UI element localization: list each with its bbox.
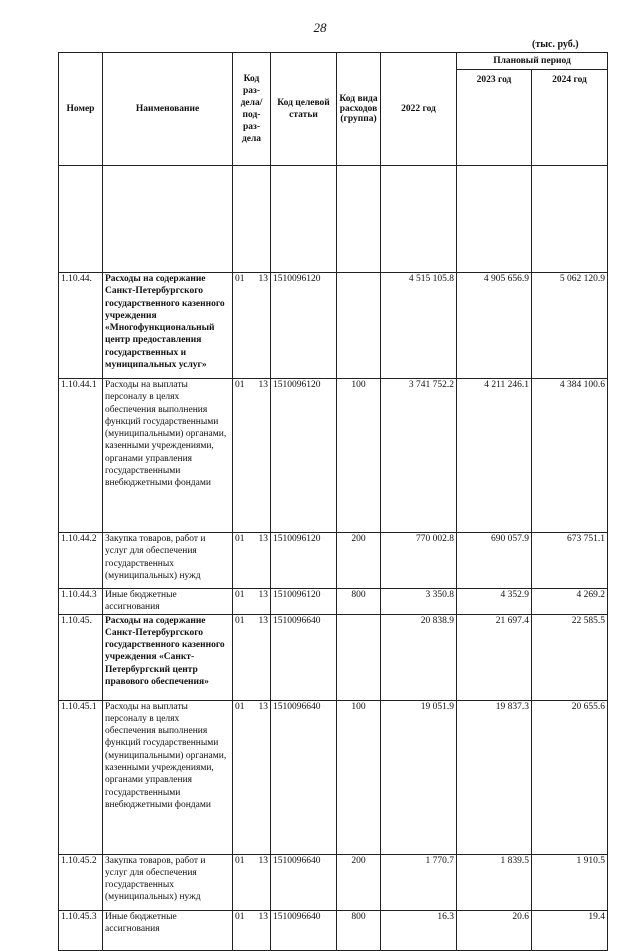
row-name: Расходы на содержание Санкт-Петербургского государственного казенного учреждения «Многофункциональный центр предоставления государственных и муниципальных услуг»: [103, 273, 233, 379]
row-name: Закупка товаров, работ и услуг для обеспечения государственных (муниципальных) нужд: [103, 854, 233, 910]
row-value-2022: 3 741 752.2: [381, 379, 457, 533]
row-target-code: 1510096120: [271, 589, 337, 615]
row-target-code: 1510096640: [271, 854, 337, 910]
row-value-2024: 4 269.2: [532, 589, 608, 615]
row-value-2024: 5 062 120.9: [532, 273, 608, 379]
row-section: 01: [235, 274, 245, 284]
row-value-2024: 20 655.6: [532, 700, 608, 854]
row-name: Закупка товаров, работ и услуг для обеспечения государственных (муниципальных) нужд: [103, 533, 233, 589]
row-target-code: 1510096640: [271, 910, 337, 950]
row-target-code: 1510096640: [271, 614, 337, 700]
row-section: 01: [235, 615, 245, 626]
blank-cell: [532, 166, 608, 273]
row-target-code: 1510096120: [271, 273, 337, 379]
table-row: [59, 273, 608, 379]
row-number: 1.10.45.1: [59, 700, 103, 854]
row-value-2022: 16.3: [381, 910, 457, 950]
row-value-2023: 690 057.9: [457, 533, 532, 589]
row-section-code: [233, 273, 271, 379]
row-name: Расходы на выплаты персоналу в целях обеспечения выполнения функций государственными (муниципальными) органами, казенными учреждениями, органами управления государственными внебюджетными фондами: [103, 379, 233, 533]
table-row: [59, 589, 608, 615]
row-value-2024: 1 910.5: [532, 854, 608, 910]
row-value-2023: 4 352.9: [457, 589, 532, 615]
row-expense-type: 800: [337, 910, 381, 950]
row-value-2023: 20.6: [457, 910, 532, 950]
blank-cell: [457, 166, 532, 273]
page-number: 28: [313, 20, 327, 35]
row-target-code: 1510096640: [271, 700, 337, 854]
row-subsection: 13: [258, 590, 268, 600]
row-number: 1.10.45.2: [59, 854, 103, 910]
row-subsection: 13: [258, 615, 268, 626]
header-name: Наименование: [103, 53, 233, 166]
row-section-code: [233, 589, 271, 615]
header-number: Номер: [59, 53, 103, 166]
row-value-2023: 19 837.3: [457, 700, 532, 854]
row-number: 1.10.44.3: [59, 589, 103, 615]
row-section-code: [233, 379, 271, 533]
row-value-2023: 1 839.5: [457, 854, 532, 910]
row-section: 01: [235, 701, 245, 712]
row-number: 1.10.45.: [59, 614, 103, 700]
row-subsection: 13: [258, 911, 268, 922]
row-section-code: [233, 854, 271, 910]
row-subsection: 13: [258, 855, 268, 866]
blank-cell: [271, 166, 337, 273]
row-target-code: 1510096120: [271, 533, 337, 589]
row-number: 1.10.44.2: [59, 533, 103, 589]
row-target-code: 1510096120: [271, 379, 337, 533]
row-section-code: [233, 533, 271, 589]
row-value-2022: 1 770.7: [381, 854, 457, 910]
row-value-2024: 22 585.5: [532, 614, 608, 700]
header-target-code: Код целевой статьи: [271, 53, 337, 166]
row-value-2023: 21 697.4: [457, 614, 532, 700]
row-section: 01: [235, 855, 245, 866]
row-value-2024: 4 384 100.6: [532, 379, 608, 533]
header-2024: 2024 год: [532, 70, 608, 166]
blank-row: [59, 166, 608, 273]
blank-cell: [337, 166, 381, 273]
header-row: [59, 53, 608, 70]
table-row: [59, 700, 608, 854]
blank-cell: [233, 166, 271, 273]
blank-cell: [381, 166, 457, 273]
row-value-2022: 20 838.9: [381, 614, 457, 700]
row-expense-type: 800: [337, 589, 381, 615]
row-value-2022: 19 051.9: [381, 700, 457, 854]
row-number: 1.10.45.3: [59, 910, 103, 950]
row-section-code: [233, 910, 271, 950]
row-value-2023: 4 905 656.9: [457, 273, 532, 379]
row-value-2024: 19.4: [532, 910, 608, 950]
row-expense-type: [337, 273, 381, 379]
row-value-2024: 673 751.1: [532, 533, 608, 589]
row-name: Расходы на выплаты персоналу в целях обеспечения выполнения функций государственными (муниципальными) органами, казенными учреждениями, органами управления государственными внебюджетными фондами: [103, 700, 233, 854]
row-section: 01: [235, 534, 245, 544]
table-row: [59, 854, 608, 910]
row-expense-type: 100: [337, 700, 381, 854]
row-value-2022: 3 350.8: [381, 589, 457, 615]
header-expense-type: Код вида расходов (группа): [337, 53, 381, 166]
header-2022: 2022 год: [381, 53, 457, 166]
row-number: 1.10.44.: [59, 273, 103, 379]
table-row: [59, 379, 608, 533]
blank-cell: [59, 166, 103, 273]
row-section: 01: [235, 380, 245, 390]
row-subsection: 13: [258, 380, 268, 390]
row-section: 01: [235, 590, 245, 600]
row-value-2022: 770 002.8: [381, 533, 457, 589]
row-subsection: 13: [258, 534, 268, 544]
row-section-code: [233, 700, 271, 854]
row-name: Расходы на содержание Санкт-Петербургского государственного казенного учреждения «Санкт-Петербургский центр правового обеспечения»: [103, 614, 233, 700]
row-expense-type: 100: [337, 379, 381, 533]
row-subsection: 13: [258, 701, 268, 712]
header-plan-period: Плановый период: [457, 53, 608, 70]
table-row: [59, 614, 608, 700]
units-label: (тыс. руб.): [532, 39, 579, 50]
header-section-code: Код раз-дела/ под-раз-дела: [233, 53, 271, 166]
row-value-2022: 4 515 105.8: [381, 273, 457, 379]
row-name: Иные бюджетные ассигнования: [103, 589, 233, 615]
header-2023: 2023 год: [457, 70, 532, 166]
budget-table: [58, 52, 608, 951]
table-row: [59, 533, 608, 589]
row-number: 1.10.44.1: [59, 379, 103, 533]
table-body: [59, 273, 608, 951]
blank-cell: [103, 166, 233, 273]
row-expense-type: 200: [337, 533, 381, 589]
row-expense-type: [337, 614, 381, 700]
row-value-2023: 4 211 246.1: [457, 379, 532, 533]
row-section: 01: [235, 911, 245, 922]
row-section-code: [233, 614, 271, 700]
row-expense-type: 200: [337, 854, 381, 910]
row-name: Иные бюджетные ассигнования: [103, 910, 233, 950]
row-subsection: 13: [258, 274, 268, 284]
table-row: [59, 910, 608, 950]
